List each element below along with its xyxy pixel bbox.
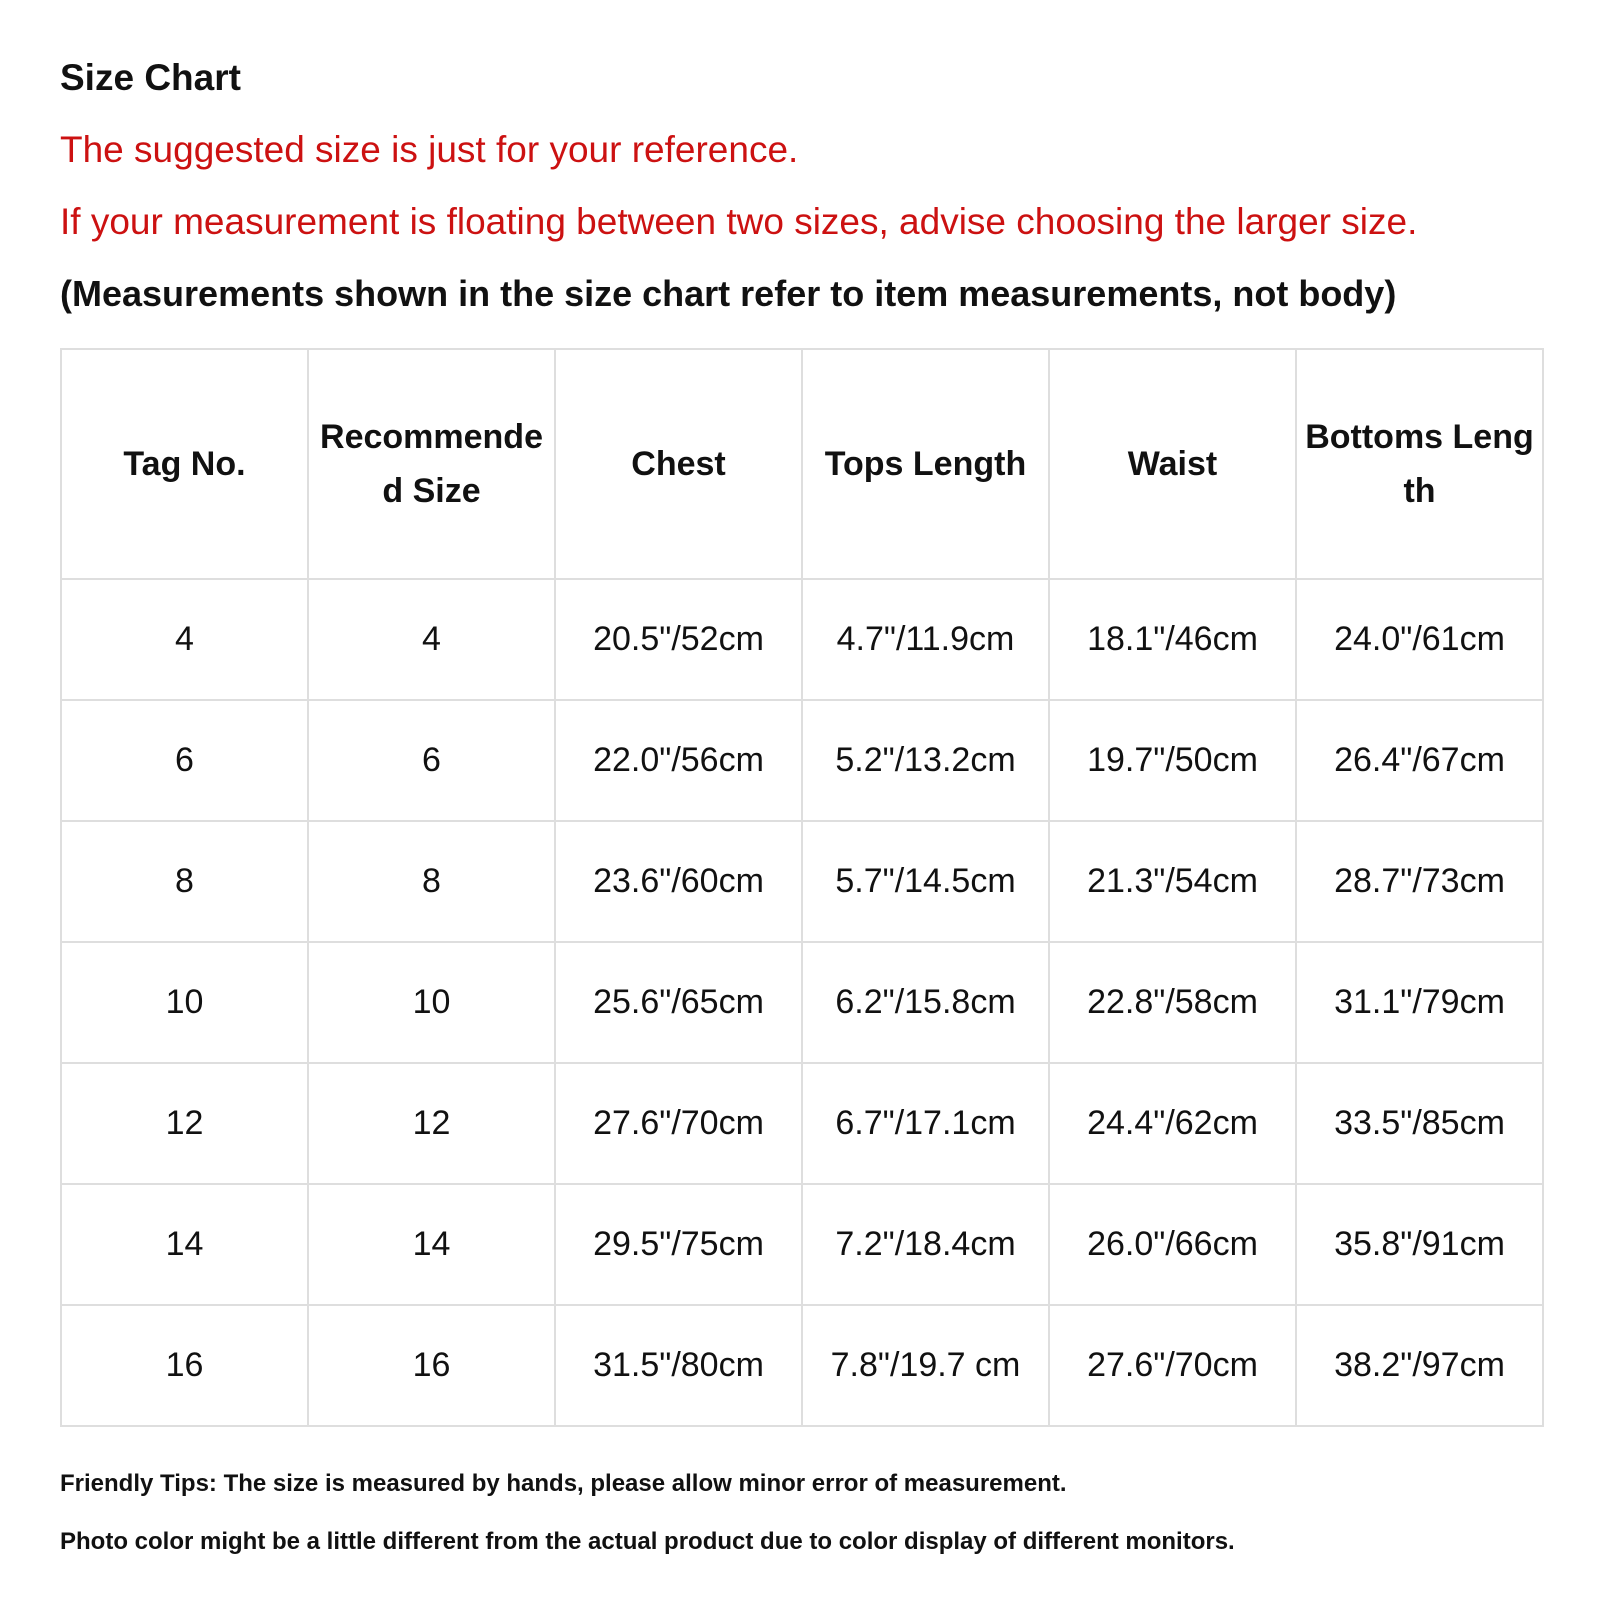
cell-tops-length: 5.7"/14.5cm	[802, 821, 1049, 942]
cell-recommended-size: 16	[308, 1305, 555, 1426]
cell-chest: 25.6"/65cm	[555, 942, 802, 1063]
color-disclaimer: Photo color might be a little different from the actual product due to color display of different monitors.	[60, 1528, 1235, 1555]
cell-chest: 23.6"/60cm	[555, 821, 802, 942]
cell-chest: 22.0"/56cm	[555, 700, 802, 821]
cell-tag-no: 6	[61, 700, 308, 821]
cell-waist: 27.6"/70cm	[1049, 1305, 1296, 1426]
friendly-tip: Friendly Tips: The size is measured by hands, please allow minor error of measurement.	[60, 1470, 1067, 1497]
size-advice-note: If your measurement is floating between two sizes, advise choosing the larger size.	[60, 201, 1418, 242]
cell-tag-no: 10	[61, 942, 308, 1063]
cell-bottoms-length: 31.1"/79cm	[1296, 942, 1543, 1063]
size-table	[60, 348, 1544, 1427]
page-title: Size Chart	[60, 57, 241, 98]
header-tops-length: Tops Length	[802, 349, 1049, 579]
cell-tops-length: 7.8"/19.7 cm	[802, 1305, 1049, 1426]
header-tag-no: Tag No.	[61, 349, 308, 579]
cell-bottoms-length: 26.4"/67cm	[1296, 700, 1543, 821]
cell-bottoms-length: 24.0"/61cm	[1296, 579, 1543, 700]
measurement-disclaimer: (Measurements shown in the size chart refer to item measurements, not body)	[60, 273, 1397, 314]
cell-chest: 20.5"/52cm	[555, 579, 802, 700]
cell-tag-no: 4	[61, 579, 308, 700]
table-row	[61, 821, 1543, 942]
cell-recommended-size: 4	[308, 579, 555, 700]
cell-chest: 29.5"/75cm	[555, 1184, 802, 1305]
table-header-row	[61, 349, 1543, 579]
cell-recommended-size: 12	[308, 1063, 555, 1184]
table-row	[61, 942, 1543, 1063]
cell-tag-no: 8	[61, 821, 308, 942]
cell-tag-no: 14	[61, 1184, 308, 1305]
cell-tops-length: 5.2"/13.2cm	[802, 700, 1049, 821]
cell-bottoms-length: 28.7"/73cm	[1296, 821, 1543, 942]
cell-chest: 27.6"/70cm	[555, 1063, 802, 1184]
cell-waist: 26.0"/66cm	[1049, 1184, 1296, 1305]
cell-bottoms-length: 35.8"/91cm	[1296, 1184, 1543, 1305]
cell-waist: 21.3"/54cm	[1049, 821, 1296, 942]
cell-waist: 18.1"/46cm	[1049, 579, 1296, 700]
reference-note: The suggested size is just for your reference.	[60, 129, 799, 170]
cell-tops-length: 6.2"/15.8cm	[802, 942, 1049, 1063]
table-row	[61, 1305, 1543, 1426]
cell-waist: 19.7"/50cm	[1049, 700, 1296, 821]
cell-bottoms-length: 33.5"/85cm	[1296, 1063, 1543, 1184]
table-row	[61, 579, 1543, 700]
header-recommended-size: Recommended Size	[308, 349, 555, 579]
cell-tops-length: 4.7"/11.9cm	[802, 579, 1049, 700]
cell-waist: 24.4"/62cm	[1049, 1063, 1296, 1184]
table-row	[61, 1063, 1543, 1184]
cell-tops-length: 7.2"/18.4cm	[802, 1184, 1049, 1305]
table-row	[61, 700, 1543, 821]
header-chest: Chest	[555, 349, 802, 579]
cell-waist: 22.8"/58cm	[1049, 942, 1296, 1063]
cell-chest: 31.5"/80cm	[555, 1305, 802, 1426]
cell-bottoms-length: 38.2"/97cm	[1296, 1305, 1543, 1426]
cell-recommended-size: 6	[308, 700, 555, 821]
table-row	[61, 1184, 1543, 1305]
cell-recommended-size: 10	[308, 942, 555, 1063]
cell-recommended-size: 8	[308, 821, 555, 942]
cell-tag-no: 16	[61, 1305, 308, 1426]
cell-tag-no: 12	[61, 1063, 308, 1184]
header-bottoms-length: Bottoms Length	[1296, 349, 1543, 579]
cell-tops-length: 6.7"/17.1cm	[802, 1063, 1049, 1184]
header-waist: Waist	[1049, 349, 1296, 579]
cell-recommended-size: 14	[308, 1184, 555, 1305]
